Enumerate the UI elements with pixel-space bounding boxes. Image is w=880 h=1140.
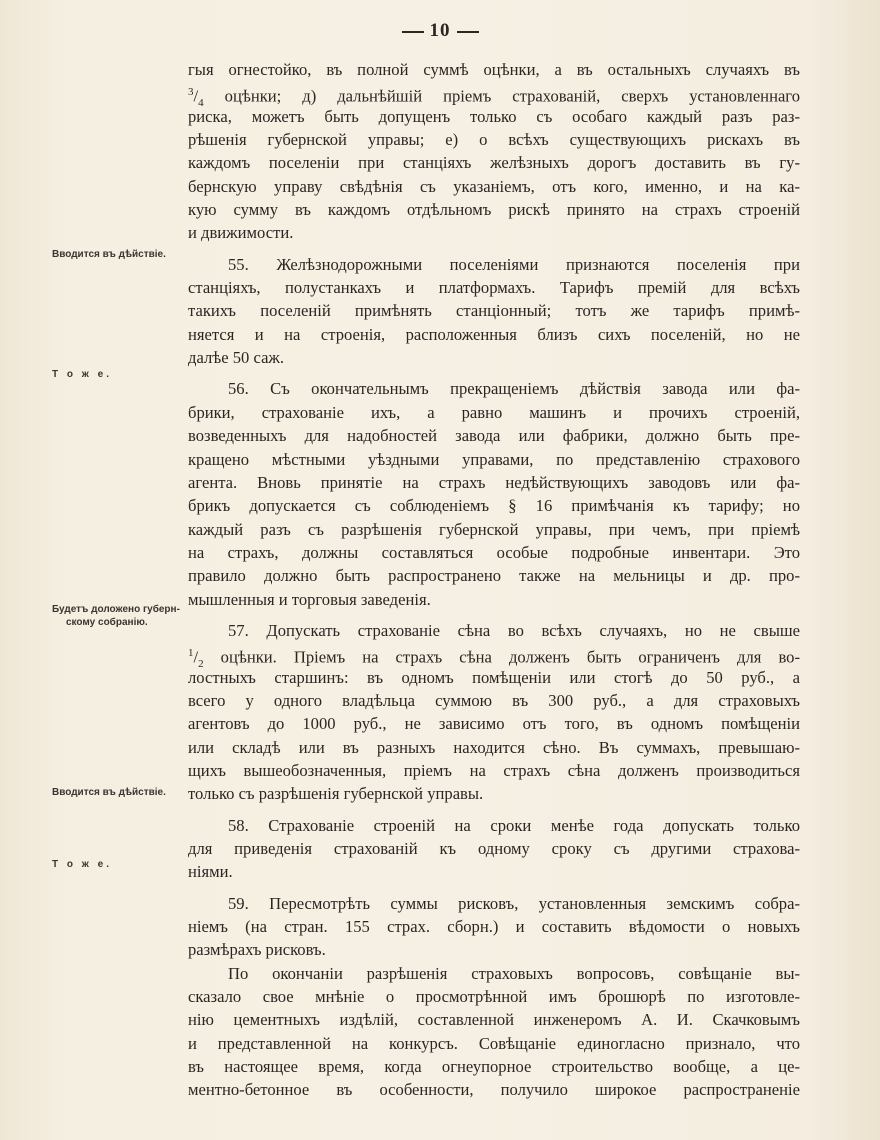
text-line: и движимости. — [188, 223, 294, 243]
text-line: кращено мѣстными уѣздными управами, по представленію страхового — [188, 449, 800, 469]
text-line: 56. Съ окончательнымъ прекращеніемъ дѣйствія завода или фа- — [228, 379, 800, 399]
text-line: на страхъ, должны составляться особые подробные инвентари. Это — [188, 542, 800, 562]
body-text — [188, 58, 800, 1102]
text-line: бернскую управу свѣдѣнія съ указаніемъ, отъ кого, именно, и на ка- — [188, 176, 800, 196]
margin-note-introduced-1: Вводится въ дѣйствіе. — [52, 249, 166, 260]
text-line: правило должно быть распространено также на мельницы и др. про- — [188, 566, 800, 586]
text-line: для приведенія страхованій къ одному сроку съ другими страхова- — [188, 839, 800, 858]
text-line: гыя огнестойко, въ полной суммѣ оцѣнки, а въ остальныхъ случаяхъ въ — [188, 60, 800, 79]
text-line: брикъ допускается съ соблюденіемъ § 16 примѣчанія къ тарифу; но — [188, 496, 800, 516]
text-line: только съ разрѣшенія губернской управы. — [188, 784, 484, 804]
page-number-text: 10 — [429, 20, 451, 41]
text-line: каждомъ поселеніи при станціяхъ желѣзныхъ дорогъ доставить въ гу- — [188, 153, 800, 173]
text-line: ніями. — [188, 862, 233, 882]
text-line: агента. Вновь принятіе на страхъ недѣйствующихъ заводовъ или фа- — [188, 472, 800, 492]
margin-note-reported-line-2: скому собранію. — [66, 617, 148, 628]
text-line: рѣшенія губернской управы; е) о всѣхъ существующихъ рискахъ въ — [188, 130, 800, 150]
text-line: станціяхъ, полустанкахъ и платформахъ. Тарифъ премій для всѣхъ — [188, 278, 800, 298]
fraction-numerator: 3 — [188, 86, 194, 99]
text-line: риска, можетъ быть допущенъ только съ особаго каждый разъ раз- — [188, 106, 800, 126]
text-line-content: оцѣнки; д) дальнѣйшій пріемъ страхованій, сверхъ установленнаго — [224, 86, 800, 106]
page-number — [0, 20, 880, 42]
text-line: лостныхъ старшинъ: въ одномъ помѣщеніи или стогѣ до 50 руб., а — [188, 667, 800, 687]
text-line: щихъ вышеобозначенныя, пріемъ на страхъ сѣна долженъ производиться — [188, 760, 800, 780]
dash-right — [457, 31, 479, 33]
text-line: каждый разъ съ разрѣшенія губернской управы, при чемъ, при пріемѣ — [188, 519, 800, 539]
text-line: ніемъ (на стран. 155 страх. сборн.) и составить вѣдомости о новыхъ — [188, 917, 800, 937]
margin-note-same-2: Т о ж е. — [52, 859, 112, 870]
text-line: ментно-бетонное въ особенности, получило широкое распространеніе — [188, 1080, 800, 1100]
margin-note-introduced-2: Вводится въ дѣйствіе. — [52, 787, 166, 798]
text-line: $^1/_2$ оцѣнки. Пріемъ на страхъ сѣна долженъ быть ограниченъ для во- — [188, 647, 800, 671]
text-line: и представленной на конкурсъ. Совѣщаніе единогласно признало, что — [188, 1033, 800, 1053]
text-line-content: оцѣнки. Пріемъ на страхъ сѣна долженъ быть ограниченъ для во- — [220, 647, 800, 667]
text-line: 55. Желѣзнодорожными поселеніями признаются поселенія при — [228, 254, 800, 274]
margin-note-reported-line-1: Будетъ доложено губерн- — [52, 604, 180, 615]
text-line: 58. Страхованіе строеній на сроки менѣе года допускать только — [228, 815, 800, 835]
text-line: агентовъ до 1000 руб., не зависимо отъ того, въ одномъ помѣщеніи — [188, 714, 800, 734]
text-line: такихъ поселеній примѣнять станціонный; тотъ же тарифъ примѣ- — [188, 301, 800, 321]
text-line: кую сумму въ каждомъ отдѣльномъ рискѣ принято на страхъ строеній — [188, 200, 800, 220]
text-line: 59. Пересмотрѣть суммы рисковъ, установленныя земскимъ собра- — [228, 893, 800, 913]
text-line: возведенныхъ для надобностей завода или фабрики, должно быть пре- — [188, 426, 800, 446]
text-line: всего у одного владѣльца суммою въ 300 руб., а для страховыхъ — [188, 690, 800, 710]
fraction-denominator: 4 — [198, 97, 204, 110]
text-line: размѣрахъ рисковъ. — [188, 940, 326, 960]
text-line: въ настоящее время, когда огнеупорное строительство вообще, а це- — [188, 1057, 800, 1077]
dash-left — [402, 31, 424, 33]
text-line: 57. Допускать страхованіе сѣна во всѣхъ случаяхъ, но не свыше — [228, 620, 800, 640]
text-line: мышленныя и торговыя заведенія. — [188, 589, 431, 609]
text-line: или складѣ или въ разныхъ находится сѣно. Въ суммахъ, превышаю- — [188, 737, 800, 757]
fraction-numerator: 1 — [188, 647, 194, 660]
margin-note-same-1: Т о ж е. — [52, 369, 112, 380]
text-line: няется и на строенія, расположенныя близъ сихъ поселеній, но не — [188, 324, 800, 344]
text-line: По окончаніи разрѣшенія страховыхъ вопросовъ, совѣщаніе вы- — [228, 963, 800, 983]
text-line: брики, страхованіе ихъ, а равно машинъ и прочихъ строеній, — [188, 402, 800, 422]
text-line: далѣе 50 саж. — [188, 348, 285, 368]
text-line: $^3/_4$ оцѣнки; д) дальнѣйшій пріемъ страхованій, сверхъ установленнаго — [188, 86, 800, 110]
text-line: сказало свое мнѣніе о просмотрѣнной имъ брошюрѣ по изготовле- — [188, 987, 800, 1007]
text-line: нію цементныхъ издѣлій, составленной инженеромъ А. И. Скачковымъ — [188, 1010, 800, 1030]
fraction-denominator: 2 — [198, 658, 204, 671]
